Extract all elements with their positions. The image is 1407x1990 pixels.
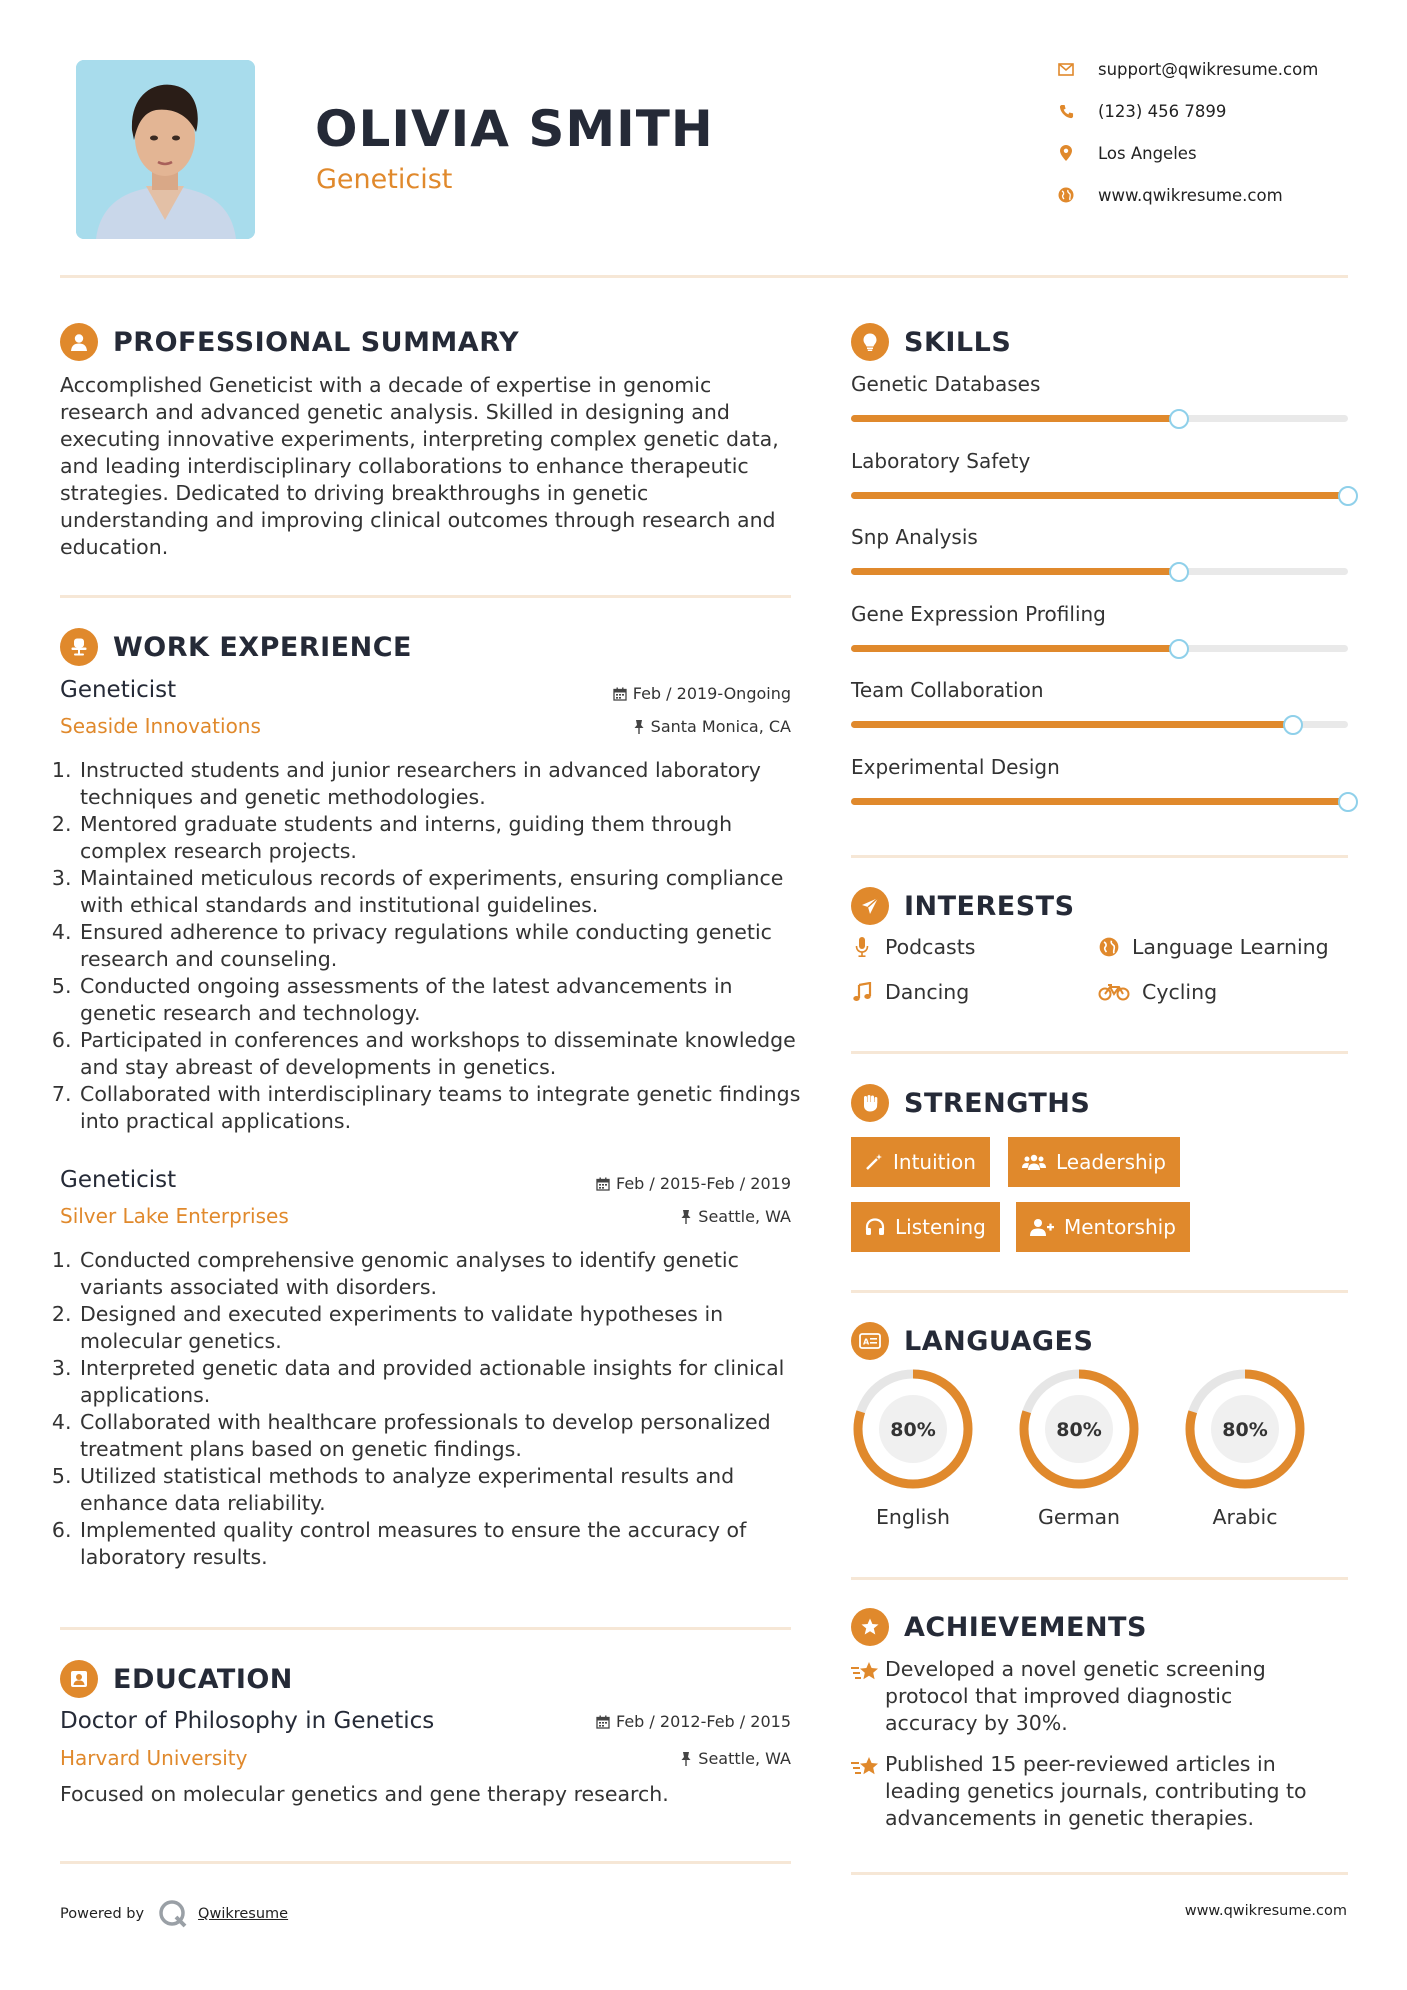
calendar-icon	[596, 1715, 610, 1729]
strength-label: Listening	[895, 1215, 986, 1239]
strengths-header	[851, 1083, 1090, 1123]
star-icon	[851, 1660, 885, 1688]
skills-heading: SKILLS	[904, 326, 1012, 358]
music-icon	[851, 982, 873, 1002]
duty-item: 4. Collaborated with healthcare professionals to develop personalized treatment plans based on genetic findings.	[78, 1409, 808, 1463]
skill-bar-track	[851, 492, 1348, 499]
footer-powered-by	[60, 1899, 288, 1929]
duty-item: 6. Implemented quality control measures to ensure the accuracy of laboratory results.	[78, 1517, 808, 1571]
job-company: Seaside Innovations	[60, 714, 261, 738]
interest-label: Language Learning	[1132, 935, 1329, 959]
skill-label: Gene Expression Profiling	[851, 601, 1106, 626]
job-company: Silver Lake Enterprises	[60, 1204, 289, 1228]
skill-bar-knob	[1338, 486, 1358, 506]
skill-bar-track	[851, 415, 1348, 422]
job-dates	[613, 684, 791, 703]
language-item	[1183, 1367, 1307, 1529]
star-icon	[851, 1755, 885, 1783]
job-duties	[60, 1247, 808, 1571]
achievement-text: Published 15 peer-reviewed articles in leading genetics journals, contributing to advancements in genetic therapies.	[885, 1752, 1307, 1830]
contact-phone[interactable]	[1056, 97, 1226, 125]
education-description: Focused on molecular genetics and gene therapy research.	[60, 1782, 669, 1806]
education-heading: EDUCATION	[113, 1663, 293, 1695]
languages-list	[851, 1367, 1348, 1537]
duty-item: 3. Maintained meticulous records of experiments, ensuring compliance with ethical standards and institutional guidelines.	[78, 865, 808, 919]
candidate-name: OLIVIA SMITH	[315, 100, 714, 158]
strength-tag	[851, 1137, 990, 1187]
skill-row	[851, 755, 1348, 779]
skill-row	[851, 602, 1348, 626]
skill-row	[851, 372, 1348, 396]
chair-icon	[60, 628, 98, 666]
strength-tag	[1008, 1137, 1180, 1187]
interest-item	[851, 980, 969, 1004]
qwikresume-logo-icon	[158, 1899, 188, 1929]
experience-header	[60, 627, 412, 667]
duty-item: 4. Ensured adherence to privacy regulations while conducting genetic research and counseling.	[78, 919, 808, 973]
strength-tag	[1016, 1202, 1190, 1252]
skill-bar-fill	[851, 568, 1179, 575]
job-location-text: Seattle, WA	[698, 1207, 791, 1226]
job-location-text: Santa Monica, CA	[650, 717, 791, 736]
skill-bar-knob	[1169, 409, 1189, 429]
language-name: English	[875, 1505, 951, 1529]
duty-item: 5. Utilized statistical methods to analyze experimental results and enhance data reliability.	[78, 1463, 808, 1517]
language-percent: 80%	[1222, 1419, 1268, 1441]
contact-location	[1056, 139, 1197, 167]
languages-header	[851, 1321, 1093, 1361]
education-location-text: Seattle, WA	[698, 1749, 791, 1768]
interest-item	[1098, 935, 1329, 959]
calendar-icon	[596, 1177, 610, 1191]
duty-item: 1. Conducted comprehensive genomic analyses to identify genetic variants associated with disorders.	[78, 1247, 808, 1301]
globe-icon	[1098, 937, 1120, 957]
interest-item	[1098, 980, 1217, 1004]
section-divider	[851, 1290, 1348, 1293]
user-plus-icon	[1030, 1218, 1054, 1236]
skill-bar-fill	[851, 492, 1348, 499]
achievement-text: Developed a novel genetic screening protocol that improved diagnostic accuracy by 30%.	[885, 1657, 1266, 1735]
headphones-icon	[865, 1218, 885, 1236]
powered-by-label: Powered by	[60, 1906, 145, 1922]
user-icon	[60, 323, 98, 361]
summary-text: Accomplished Geneticist with a decade of expertise in genomic research and advanced genetic analysis. Skilled in designing and executing innovative experiments, interpreting complex genetic data, and leading interdisciplinary collaborations to enhance therapeutic strategies. Dedicated to driving breakthroughs in genetic understanding and improving clinical outcomes through research and education.	[60, 373, 779, 559]
skills-header	[851, 322, 1011, 362]
section-divider	[60, 1627, 791, 1630]
achievement-item	[851, 1751, 1325, 1832]
skill-label: Experimental Design	[851, 754, 1060, 779]
contact-email[interactable]	[1056, 55, 1318, 83]
skills-list	[851, 372, 1348, 822]
footer-url[interactable]: www.qwikresume.com	[1184, 1903, 1347, 1919]
skill-row	[851, 678, 1348, 702]
pushpin-icon	[680, 1210, 692, 1224]
section-divider	[60, 1861, 791, 1864]
skill-label: Laboratory Safety	[851, 448, 1031, 473]
language-ring	[851, 1367, 975, 1491]
achievements-header	[851, 1607, 1147, 1647]
job-title: Geneticist	[60, 677, 177, 703]
strengths-heading: STRENGTHS	[904, 1087, 1091, 1119]
paper-plane-icon	[851, 887, 889, 925]
fist-icon	[851, 1084, 889, 1122]
phone-icon	[1056, 101, 1076, 121]
duty-item: 6. Participated in conferences and workshops to disseminate knowledge and stay abreast of developments in genetics.	[78, 1027, 808, 1081]
bicycle-icon	[1098, 983, 1130, 1001]
interests-header	[851, 886, 1075, 926]
education-header	[60, 1659, 293, 1699]
language-name: German	[1037, 1505, 1121, 1529]
school-name: Harvard University	[60, 1746, 248, 1770]
globe-icon	[1056, 185, 1076, 205]
strength-label: Mentorship	[1064, 1215, 1176, 1239]
skill-bar-track	[851, 568, 1348, 575]
section-divider	[851, 1577, 1348, 1580]
map-pin-icon	[1056, 143, 1076, 163]
header-divider	[60, 275, 1348, 278]
language-percent: 80%	[890, 1419, 936, 1441]
summary-heading: PROFESSIONAL SUMMARY	[113, 326, 520, 358]
language-item	[851, 1367, 975, 1529]
candidate-title: Geneticist	[316, 164, 453, 195]
language-item	[1017, 1367, 1141, 1529]
job-title: Geneticist	[60, 1167, 177, 1193]
skill-bar-knob	[1169, 639, 1189, 659]
language-ring	[1017, 1367, 1141, 1491]
skill-row	[851, 449, 1348, 473]
skill-label: Genetic Databases	[851, 372, 1041, 396]
star-badge-icon	[851, 1608, 889, 1646]
skill-bar-track	[851, 721, 1348, 728]
languages-heading: LANGUAGES	[904, 1325, 1094, 1357]
skill-bar-knob	[1283, 715, 1303, 735]
skill-bar-fill	[851, 415, 1179, 422]
duty-item: 2. Mentored graduate students and interns, guiding them through complex research projects.	[78, 811, 808, 865]
envelope-icon	[1056, 59, 1076, 79]
section-divider	[851, 1051, 1348, 1054]
skill-bar-track	[851, 645, 1348, 652]
contact-website-text: www.qwikresume.com	[1098, 185, 1283, 205]
skill-bar-fill	[851, 721, 1293, 728]
interest-item	[851, 935, 975, 959]
job-dates	[596, 1174, 791, 1193]
degree-title: Doctor of Philosophy in Genetics	[60, 1708, 435, 1734]
job-dates-text: Feb / 2015-Feb / 2019	[616, 1174, 791, 1193]
interest-label: Dancing	[885, 980, 970, 1004]
skill-bar-fill	[851, 798, 1348, 805]
education-dates	[596, 1712, 791, 1731]
profile-photo	[76, 60, 255, 239]
users-icon	[1022, 1153, 1046, 1171]
contact-email-text: support@qwikresume.com	[1098, 59, 1319, 79]
interests-heading: INTERESTS	[904, 890, 1075, 922]
graduate-icon	[60, 1660, 98, 1698]
section-divider	[851, 1872, 1348, 1875]
job-dates-text: Feb / 2019-Ongoing	[632, 684, 791, 703]
strength-label: Intuition	[893, 1150, 976, 1174]
microphone-icon	[851, 937, 873, 957]
interest-label: Podcasts	[885, 935, 976, 959]
skill-label: Team Collaboration	[851, 678, 1044, 702]
language-ring	[1183, 1367, 1307, 1491]
skill-bar-track	[851, 798, 1348, 805]
strength-tag	[851, 1202, 1000, 1252]
job-location	[633, 717, 791, 736]
language-percent: 80%	[1056, 1419, 1102, 1441]
strength-label: Leadership	[1056, 1150, 1166, 1174]
job-location	[680, 1207, 791, 1226]
achievement-item	[851, 1656, 1325, 1737]
contact-website[interactable]	[1056, 181, 1283, 209]
duty-item: 1. Instructed students and junior researchers in advanced laboratory techniques and genetic methodologies.	[78, 757, 808, 811]
job-duties	[60, 757, 808, 1135]
contact-location-text: Los Angeles	[1098, 143, 1197, 163]
education-dates-text: Feb / 2012-Feb / 2015	[616, 1712, 791, 1731]
skill-label: Snp Analysis	[851, 525, 978, 549]
lightbulb-icon	[851, 323, 889, 361]
interest-label: Cycling	[1142, 980, 1218, 1004]
contact-phone-text: (123) 456 7899	[1098, 101, 1227, 121]
duty-item: 5. Conducted ongoing assessments of the latest advancements in genetic research and technology.	[78, 973, 808, 1027]
language-name: Arabic	[1212, 1505, 1278, 1529]
language-card-icon	[851, 1322, 889, 1360]
pushpin-icon	[680, 1752, 692, 1766]
education-location	[680, 1749, 791, 1768]
duty-item: 3. Interpreted genetic data and provided actionable insights for clinical applications.	[78, 1355, 808, 1409]
summary-header	[60, 322, 519, 362]
duty-item: 7. Collaborated with interdisciplinary teams to integrate genetic findings into practical applications.	[78, 1081, 808, 1135]
qwikresume-link[interactable]: Qwikresume	[198, 1906, 289, 1922]
experience-heading: WORK EXPERIENCE	[113, 631, 412, 663]
magic-wand-icon	[865, 1153, 883, 1171]
skill-row	[851, 525, 1348, 549]
svg-text:A: A	[863, 1337, 870, 1347]
calendar-icon	[613, 687, 627, 701]
achievements-heading: ACHIEVEMENTS	[904, 1611, 1147, 1643]
section-divider	[60, 595, 791, 598]
skill-bar-knob	[1169, 562, 1189, 582]
duty-item: 2. Designed and executed experiments to validate hypotheses in molecular genetics.	[78, 1301, 808, 1355]
section-divider	[851, 855, 1348, 858]
pushpin-icon	[633, 720, 645, 734]
skill-bar-knob	[1338, 792, 1358, 812]
skill-bar-fill	[851, 645, 1179, 652]
